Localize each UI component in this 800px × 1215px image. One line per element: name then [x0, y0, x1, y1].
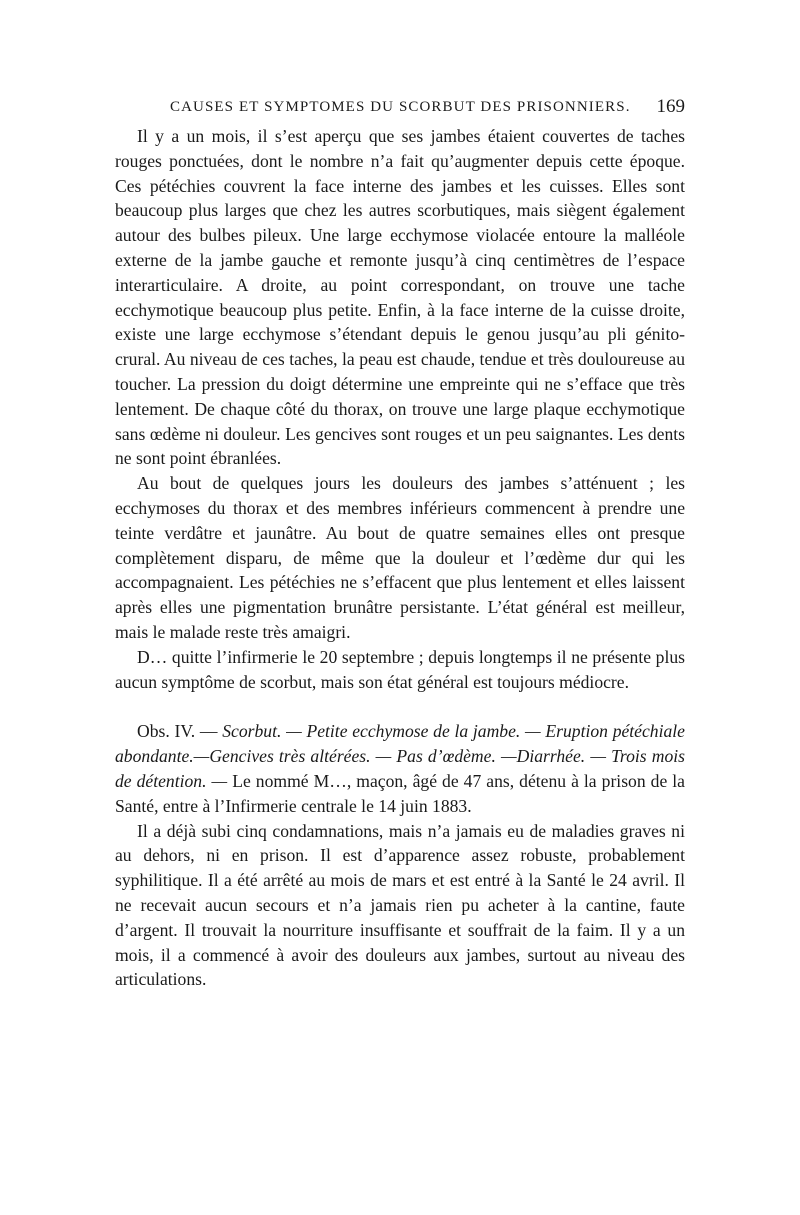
page-number: 169: [656, 96, 685, 117]
observation-summary: Scorbut. — Petite ecchymose de la jambe. — Eruption pétéchiale abondante.—Gencives très altérées. — Pas d’œdème. —Diarrhée. — Trois mois de détention. —: [115, 721, 685, 791]
running-title: CAUSES ET SYMPTOMES DU SCORBUT DES PRISONNIERS.: [170, 99, 631, 115]
observation-heading: [115, 719, 685, 818]
paragraph-petechiae: Il y a un mois, il s’est aperçu que ses jambes étaient couvertes de taches rouges ponctuées, dont le nombre n’a fait qu’augmenter depuis cette époque. Ces pétéchies couvrent la face interne des jambes et les cuisses. Elles sont beaucoup plus larges que chez les autres scorbutiques, mais siègent également autour des bulbes pileux. Une large ecchymose violacée entoure la malléole externe de la jambe gauche et remonte jusqu’à cinq centimètres de l’espace interarticulaire. A droite, au point correspondant, on trouve une tache ecchymotique beaucoup plus petite. Enfin, à la face interne de la cuisse droite, existe une large ecchymose s’étendant depuis le genou jusqu’au pli génito-crural. Au niveau de ces taches, la peau est chaude, tendue et très douloureuse au toucher. La pression du doigt détermine une empreinte qui ne s’efface que très lentement. De chaque côté du thorax, on trouve une large plaque ecchymotique sans œdème ni douleur. Les gencives sont rouges et un peu saignantes. Les dents ne sont point ébranlées.: [115, 126, 685, 469]
paragraph-history: Il a déjà subi cinq condamnations, mais n’a jamais eu de maladies graves ni au dehors, ni en prison. Il est d’apparence assez robuste, probablement syphilitique. Il a été arrêté au mois de mars et est entré à la Santé le 24 avril. Il ne recevait aucun secours et n’a jamais rien pu acheter à la cantine, faute d’argent. Il trouvait la nourriture insuffisante et souffrait de la faim. Il y a un mois, il a commencé à avoir des douleurs aux jambes, surtout au niveau des articulations.: [115, 820, 685, 990]
book-page: [115, 92, 685, 992]
observation-body: Le nommé M…, maçon, âgé de 47 ans, détenu à la prison de la Santé, entre à l’Infirmerie centrale le 14 juin 1883.: [115, 770, 685, 816]
observation-label: Obs. IV. —: [137, 721, 218, 742]
paragraph-recovery: Au bout de quelques jours les douleurs des jambes s’atténuent ; les ecchymoses du thorax et des membres inférieurs commencent à prendre une teinte verdâtre et jaunâtre. Au bout de quatre semaines elles ont presque complètement disparu, de même que la douleur et l’œdème dur qui les accompagnaient. Les pétéchies ne s’effacent que plus lentement et elles laissent après elles une pigmentation brunâtre persistante. L’état général est meilleur, mais le malade reste très amaigri.: [115, 473, 685, 642]
running-header: [115, 92, 685, 122]
section-gap: [115, 694, 685, 719]
paragraph-discharge: D… quitte l’infirmerie le 20 septembre ; depuis longtemps il ne présente plus aucun symptôme de scorbut, mais son état général est toujours médiocre.: [115, 646, 685, 692]
